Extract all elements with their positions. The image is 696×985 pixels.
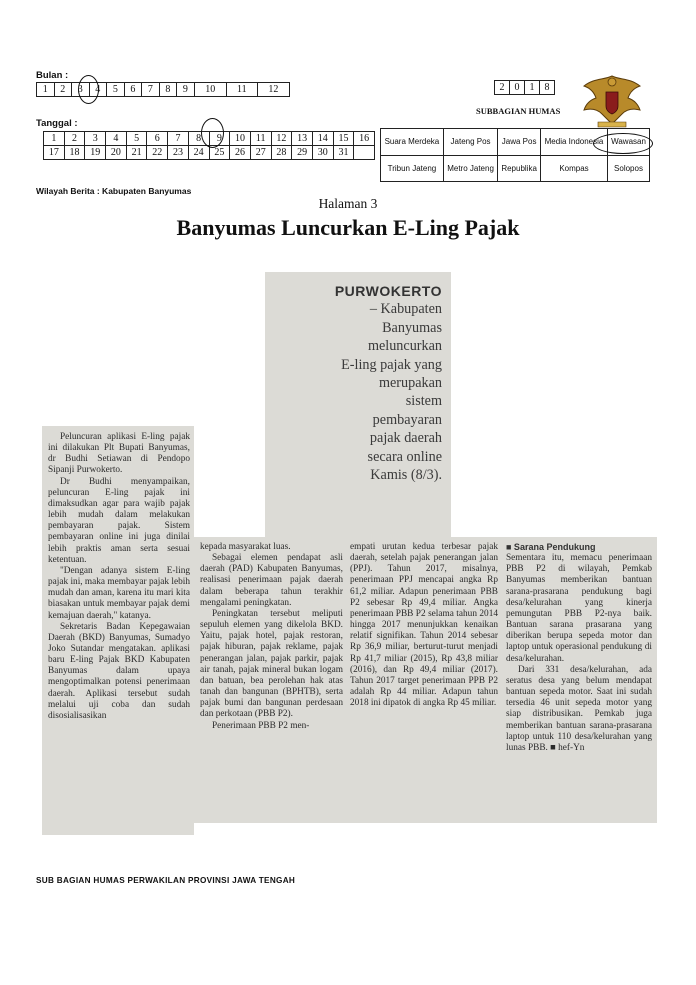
date-cell: 2 [64,132,85,146]
article-paragraph: Sekretaris Badan Kepegawaian Daerah (BKD) Banyumas, Sumadyo Joko Sutandar mengatakan. aplikasi baru E-ling Pajak BKD Kabupaten Banyumas dalam upaya mengoptimalkan potensi penerimaan daerah. Aplikasi tersebut sudah melalui uji coba dan sudah disosialisasikan [48,621,190,721]
date-cell: 9 [209,132,230,146]
article-paragraph: Dr Budhi menyampaikan, peluncuran E-ling pajak ini dimaksudkan agar para wajib pajak lebih mudah dalam melakukan pembayaran pajak. Sistem pembayaran online ini juga dinilai lebih praktis aman serta sesuai ketentuan. [48,476,190,565]
month-cell: 8 [159,83,177,97]
article-paragraph: Dari 331 desa/kelurahan, ada seratus desa yang belum mendapat bantuan sepeda motor. Saat ini sudah tersedia 46 unit sepeda motor yang siap distribusikan. Pemkab juga memberikan bantuan sarana-prasarana laptop untuk 110 desa/kelurahan yang lunas PBB. ■ hef-Yn [506,664,652,753]
media-cell: Suara Merdeka [381,129,444,156]
article-column-1 [48,432,190,722]
date-cell: 18 [64,146,85,160]
media-cell: Republika [498,156,541,182]
month-circle-mark [78,75,99,104]
lead-line: secara online [367,448,442,465]
month-cell: 10 [194,83,226,97]
date-cell [354,146,375,160]
article-paragraph: Penerimaan PBB P2 men- [212,720,310,731]
date-cell: 27 [250,146,271,160]
date-circle-mark [201,118,224,148]
media-circle-mark [593,133,653,154]
date-cell: 28 [271,146,292,160]
article-paragraph: kepada masyarakat luas. [200,542,291,552]
date-cell: 21 [126,146,147,160]
month-cell: 5 [107,83,125,97]
date-cell: 22 [147,146,168,160]
month-cell: 2 [54,83,72,97]
date-cell: 20 [106,146,127,160]
date-cell: 29 [292,146,313,160]
lead-line: Kamis (8/3). [370,467,442,484]
month-cell: 3 [72,83,90,97]
footer-text: SUB BAGIAN HUMAS PERWAKILAN PROVINSI JAWA TENGAH [36,876,296,885]
lead-line: pembayaran [372,411,442,428]
lead-line: pajak daerah [369,430,442,447]
article-column-3 [350,542,498,709]
wilayah-berita: Wilayah Berita : Kabupaten Banyumas [36,186,192,196]
subbagian-humas: SUBBAGIAN HUMAS [476,106,561,116]
date-cell: 26 [230,146,251,160]
sarana-pendukung-subhead: ■ Sarana Pendukung [506,542,596,552]
date-cell: 23 [168,146,189,160]
year-digit-cell: 2 [495,81,510,95]
date-cell: 12 [271,132,292,146]
month-cell: 6 [124,83,142,97]
article-column-2 [200,542,343,732]
date-cell: 8 [188,132,209,146]
month-cell: 11 [226,83,257,97]
article-lead [270,282,442,484]
article-paragraph: Peningkatan tersebut meliputi sepuluh elemen yang dikelola BKD. Yaitu, pajak hotel, pajak restoran, pajak hiburan, pajak reklame, pajak penerangan jalan, pajak parkir, pajak air tanah, pajak mineral bukan logam dan batuan, bea perolehan hak atas tanah dan bangunan (BPHTB), serta pajak bumi dan bangunan perdesaan dan perkotaan (PBB P2). [200,608,343,720]
year-digit-cell: 1 [525,81,540,95]
media-cell: Tribun Jateng [381,156,444,182]
date-cell: 31 [333,146,354,160]
month-cell: 1 [37,83,55,97]
year-digit-cell: 0 [510,81,525,95]
media-cell: Media Indonesia [540,129,607,156]
date-cell: 19 [85,146,106,160]
date-cell: 6 [147,132,168,146]
media-cell: Solopos [608,156,650,182]
media-cell: Metro Jateng [443,156,497,182]
lead-line: merupakan [378,375,442,392]
lead-line: sistem [405,393,442,410]
article-paragraph: Peluncuran aplikasi E-ling pajak ini dilakukan Plt Bupati Banyumas, dr Budhi Setiawan di Pendopo Sipanji Purwokerto. [48,432,190,476]
lead-line: E-ling pajak yang [341,356,442,373]
halaman-label: Halaman 3 [318,196,378,211]
garuda-emblem-icon [576,70,648,132]
article-dateline: PURWOKERTO [334,283,442,299]
article-headline: Banyumas Luncurkan E-Ling Pajak [176,215,520,240]
bulan-label: Bulan : [36,70,69,81]
month-cell: 12 [257,83,289,97]
month-grid [36,82,290,97]
tanggal-label: Tanggal : [36,118,78,129]
media-cell: Jateng Pos [443,129,497,156]
date-cell: 1 [44,132,65,146]
media-cell: Wawasan [608,129,650,156]
year-box [494,80,555,95]
article-column-4 [506,542,652,754]
date-cell: 17 [44,146,65,160]
date-cell: 7 [168,132,189,146]
date-cell: 14 [312,132,333,146]
date-cell: 5 [126,132,147,146]
date-cell: 11 [250,132,271,146]
date-cell: 13 [292,132,313,146]
lead-line: Banyumas [382,319,442,336]
date-cell: 15 [333,132,354,146]
month-cell: 7 [142,83,160,97]
article-paragraph: Sementara itu, memacu penerimaan PBB P2 di wilayah, Pemkab Banyumas memberikan bantuan sarana-prasarana pendukung bagi desa/kelurahan yang kinerja pemungutan PBB P2-nya baik. Bantuan sarana prasarana yang diberikan berupa sepeda motor dan laptop untuk operasional pendukung di desa/kelurahan. [506,553,652,664]
article-paragraph: empati urutan kedua terbesar pajak daerah, setelah pajak penerangan jalan (PPJ). Tahun 2017, misalnya, penerimaan PPJ mencapai angka Rp 61,2 miliar. Adapun penerimaan PBB P2 sebesar Rp 49,4 miliar. Angka penerimaan PBB P2 selama tahun 2014 hingga 2017 menunjukkan kenaikan relatif signifikan. Tahun 2014 sebesar Rp 36,9 miliar, berturut-turut menjadi Rp 41,7 miliar (2015), Rp 43,8 miliar (2016), dan Rp 49,4 miliar (2017). Tahun 2017 target penerimaan PPB P2 adalah Rp 44 miliar. Adapun tahun 2018 ini dipatok di angka Rp 45 miliar. [350,542,498,709]
article-paragraph: Sebagai elemen pendapat asli daerah (PAD) Kabupaten Banyumas, realisasi penerimaan pajak daerah dalam beberapa tahun terakhir mengalami peningkatan. [200,553,343,608]
month-cell: 9 [177,83,195,97]
date-cell: 3 [85,132,106,146]
date-cell: 30 [312,146,333,160]
date-cell: 4 [106,132,127,146]
media-cell: Jawa Pos [498,129,541,156]
article-paragraph: "Dengan adanya sistem E-ling pajak ini, maka membayar pajak lebih mudah dan aman, karena itu mari kita biasakan untuk membayar pajak demi kemajuan daerah," katanya. [48,565,190,621]
lead-line: meluncurkan [367,338,442,355]
month-cell: 4 [89,83,107,97]
date-cell: 16 [354,132,375,146]
date-cell: 10 [230,132,251,146]
lead-line: – Kabupaten [369,301,442,318]
date-cell: 25 [209,146,230,160]
date-cell: 24 [188,146,209,160]
year-digit-cell: 8 [540,81,555,95]
media-cell: Kompas [540,156,607,182]
